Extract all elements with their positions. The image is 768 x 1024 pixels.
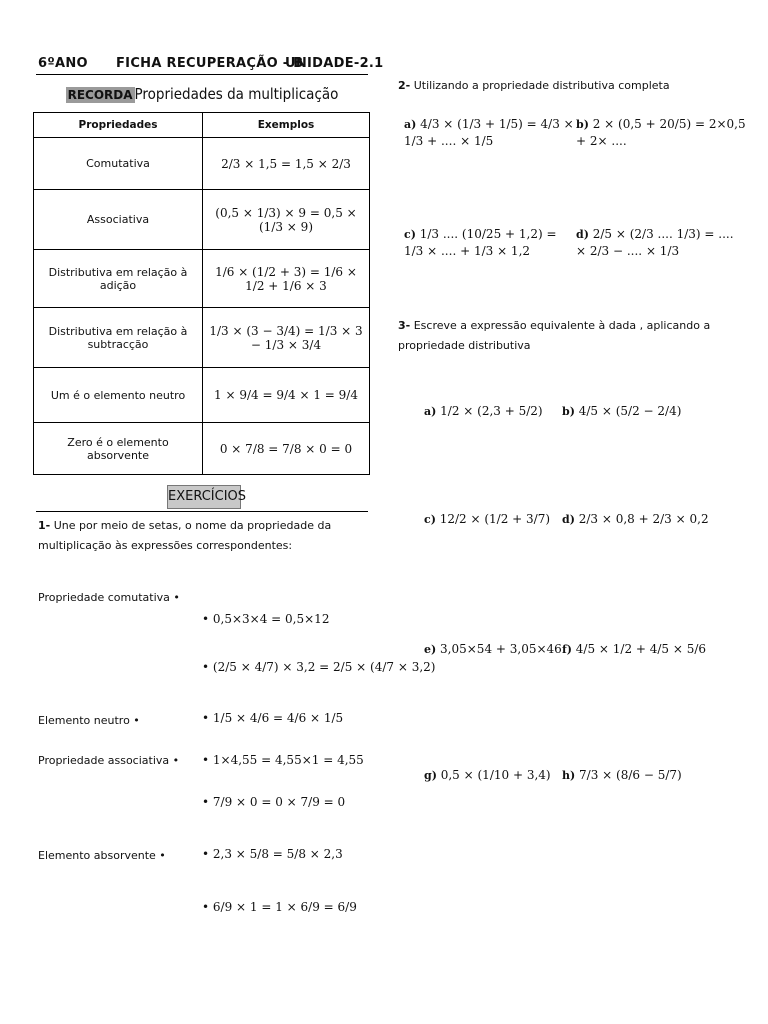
- ex3-item-label: d): [562, 513, 575, 526]
- ex1-right-item[interactable]: • 0,5×3×4 = 0,5×12: [202, 612, 330, 626]
- table-header-properties: Propriedades: [34, 113, 203, 138]
- ex2-item: [404, 226, 574, 259]
- property-example: 1/3 × (3 − 3/4) = 1/3 × 3 − 1/3 × 3/4: [203, 308, 370, 368]
- ex2-item-label: b): [576, 118, 589, 131]
- ex3-item-label: f): [562, 643, 572, 656]
- table-header-examples: Exemplos: [203, 113, 370, 138]
- header-divider: [36, 74, 368, 75]
- properties-table: [33, 112, 370, 475]
- ex3-item-expr: 4/5 × 1/2 + 4/5 × 5/6: [575, 642, 707, 656]
- ex2-item: [404, 116, 574, 149]
- table-row: [34, 250, 370, 308]
- ex3-number: 3-: [398, 319, 411, 332]
- ex2-item-expr: 2 × (0,5 + 20/5) = 2×0,5 + 2× ....: [576, 117, 746, 148]
- ex1-left-item[interactable]: Propriedade comutativa •: [38, 591, 180, 604]
- property-example: (0,5 × 1/3) × 9 = 0,5 × (1/3 × 9): [203, 190, 370, 250]
- property-name: Um é o elemento neutro: [34, 368, 203, 423]
- ex2-item-label: d): [576, 228, 589, 241]
- property-example: 1 × 9/4 = 9/4 × 1 = 9/4: [203, 368, 370, 423]
- ex2-item-label: c): [404, 228, 416, 241]
- ex2-item-label: a): [404, 118, 417, 131]
- ex3-item-expr: 4/5 × (5/2 − 2/4): [578, 404, 682, 418]
- grade-label: 6ºANO: [38, 56, 88, 71]
- ex1-right-item[interactable]: • (2/5 × 4/7) × 3,2 = 2/5 × (4/7 × 3,2): [202, 660, 436, 674]
- ex3-item-label: g): [424, 769, 437, 782]
- ex3-item: [424, 768, 551, 782]
- property-name: Distributiva em relação à adição: [34, 250, 203, 308]
- exercises-divider: [36, 511, 368, 512]
- ex1-right-item[interactable]: • 1×4,55 = 4,55×1 = 4,55: [202, 753, 364, 767]
- ex1-right-item[interactable]: • 1/5 × 4/6 = 4/6 × 1/5: [202, 711, 344, 725]
- ex2-item-expr: 4/3 × (1/3 + 1/5) = 4/3 × 1/3 + .... × 1/5: [404, 117, 574, 148]
- ex1-left-item[interactable]: Elemento absorvente •: [38, 849, 166, 862]
- ex3-instruction: [398, 316, 728, 356]
- table-row: [34, 138, 370, 190]
- property-name: Zero é o elemento absorvente: [34, 423, 203, 475]
- property-example: 2/3 × 1,5 = 1,5 × 2/3: [203, 138, 370, 190]
- property-example: 1/6 × (1/2 + 3) = 1/6 × 1/2 + 1/6 × 3: [203, 250, 370, 308]
- ex3-item: [562, 642, 706, 656]
- ex3-text: Escreve a expressão equivalente à dada , aplicando a propriedade distributiva: [398, 319, 711, 352]
- ex3-item: [562, 512, 709, 526]
- table-row: [34, 423, 370, 475]
- unit-label: UNIDADE-2.1: [285, 56, 384, 71]
- recorda-title: Propriedades da multiplicação: [134, 85, 339, 103]
- ex3-item-expr: 7/3 × (8/6 − 5/7): [579, 768, 682, 782]
- ex1-left-item[interactable]: Propriedade associativa •: [38, 754, 180, 767]
- exercises-title: EXERCÍCIOS: [167, 485, 241, 509]
- ex2-instruction: [398, 76, 738, 96]
- ex2-item: [576, 226, 746, 259]
- table-header-row: [34, 113, 370, 138]
- ex3-item-label: e): [424, 643, 437, 656]
- ex1-number: 1-: [38, 519, 51, 532]
- recorda-tag: RECORDA: [67, 88, 133, 102]
- ex2-item: [576, 116, 746, 149]
- ex2-item-expr: 2/5 × (2/3 .... 1/3) = .... × 2/3 − .... × 1/3: [576, 227, 734, 258]
- ex1-right-item[interactable]: • 2,3 × 5/8 = 5/8 × 2,3: [202, 847, 343, 861]
- ex3-item-label: a): [424, 405, 437, 418]
- ex1-instruction: [38, 516, 368, 556]
- table-row: [34, 308, 370, 368]
- ex2-text: Utilizando a propriedade distributiva completa: [413, 79, 670, 92]
- ex3-item: [424, 512, 550, 526]
- recorda-heading: [36, 84, 368, 103]
- ex3-item: [424, 642, 562, 656]
- ex3-item: [562, 404, 681, 418]
- property-example: 0 × 7/8 = 7/8 × 0 = 0: [203, 423, 370, 475]
- ex3-item-label: b): [562, 405, 575, 418]
- ex3-item-expr: 2/3 × 0,8 + 2/3 × 0,2: [578, 512, 709, 526]
- ex2-item-expr: 1/3 .... (10/25 + 1,2) = 1/3 × .... + 1/3 × 1,2: [404, 227, 557, 258]
- table-row: [34, 190, 370, 250]
- ex1-left-item[interactable]: Elemento neutro •: [38, 714, 140, 727]
- property-name: Comutativa: [34, 138, 203, 190]
- ex1-right-item[interactable]: • 7/9 × 0 = 0 × 7/9 = 0: [202, 795, 346, 809]
- sheet-title: FICHA RECUPERAÇÃO - B: [116, 56, 304, 71]
- ex3-item: [562, 768, 682, 782]
- ex3-item-expr: 3,05×54 + 3,05×46: [440, 642, 562, 656]
- property-name: Associativa: [34, 190, 203, 250]
- ex3-item-expr: 1/2 × (2,3 + 5/2): [440, 404, 543, 418]
- ex3-item-expr: 0,5 × (1/10 + 3,4): [440, 768, 551, 782]
- ex3-item-expr: 12/2 × (1/2 + 3/7): [439, 512, 551, 526]
- ex1-text: Une por meio de setas, o nome da propriedade da multiplicação às expressões correspondentes:: [38, 519, 332, 552]
- ex1-right-item[interactable]: • 6/9 × 1 = 1 × 6/9 = 6/9: [202, 900, 357, 914]
- ex2-number: 2-: [398, 79, 411, 92]
- property-name: Distributiva em relação à subtracção: [34, 308, 203, 368]
- ex3-item: [424, 404, 543, 418]
- ex3-item-label: h): [562, 769, 576, 782]
- ex3-item-label: c): [424, 513, 436, 526]
- table-row: [34, 368, 370, 423]
